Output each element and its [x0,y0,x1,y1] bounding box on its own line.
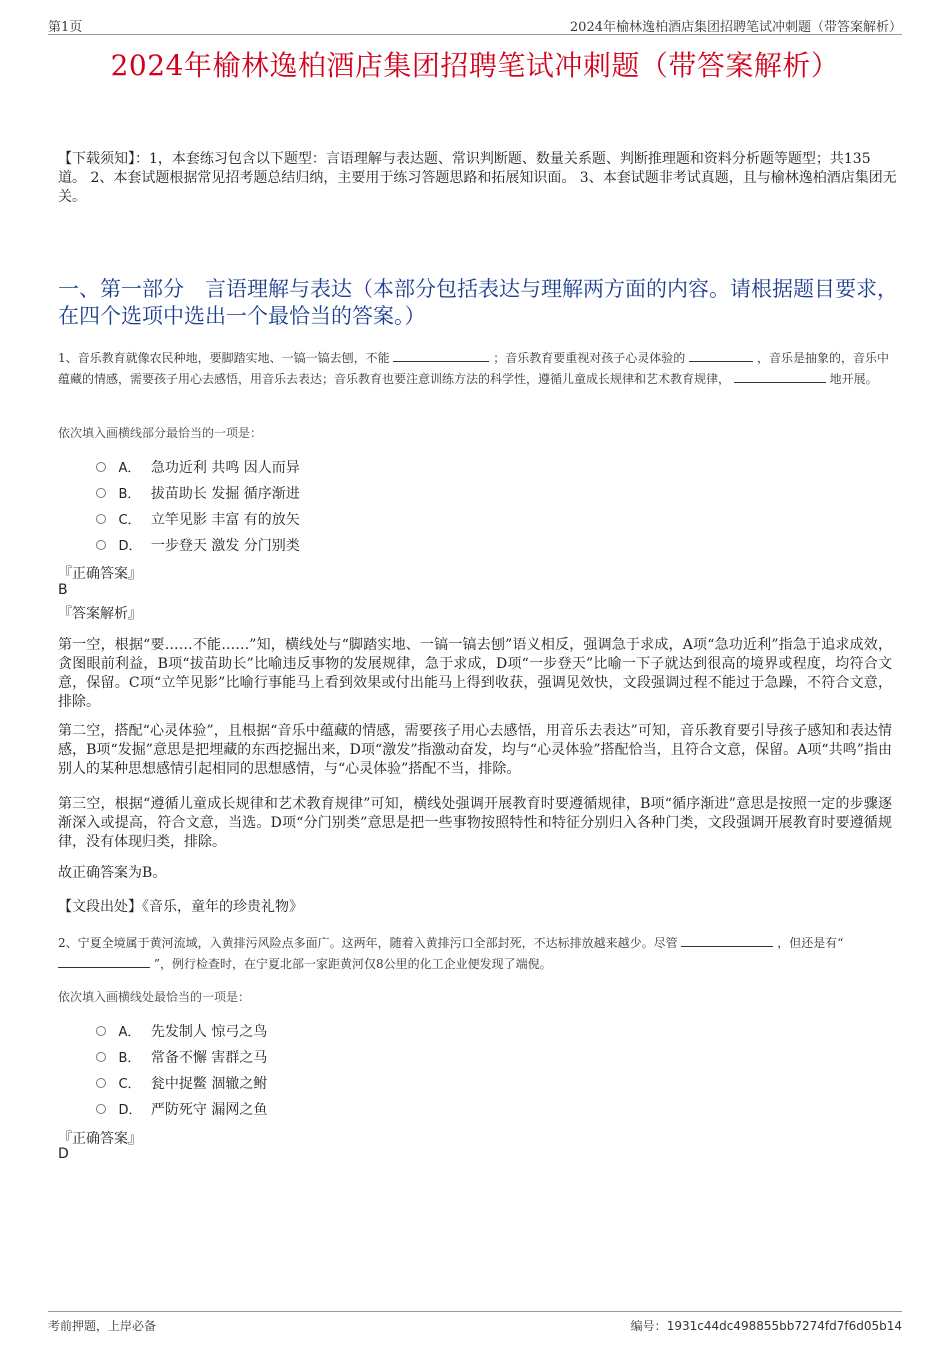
option-b[interactable]: B． 拔苗助长 发掘 循序渐进 [96,483,300,505]
blank-1 [393,347,489,362]
answer-value: D [58,1146,69,1162]
radio-icon[interactable] [96,1052,106,1062]
analysis-paragraph-3: 第三空，根据“遵循儿童成长规律和艺术教育规律”可知，横线处强调开展教育时要遵循规律，B项“循序渐进”意思是按照一定的步骤逐渐深入或提高，符合文意，当选。D项“分门别类”意思是把一些事物按照特性和特征分别归入各种门类，文段强调开展教育时要遵循规律，没有体现归类，排除。 [58,796,892,850]
document-code: 编号：1931c44dc498855bb7274fd7f6d05b14 [630,1319,902,1333]
radio-icon[interactable] [96,462,106,472]
question-2-stem: 2、宁夏全境属于黄河流域，入黄排污风险点多面广。这两年，随着入黄排污口全部封死，不达标排放越来越少。尽管 ，但还是有“ ”，例行检查时，在宁夏北部一家距黄河仅8公里的化工企业便发现了端倪。 [58,932,898,974]
analysis-paragraph-2: 第二空，搭配“心灵体验”，且根据“音乐中蕴藏的情感，需要孩子用心去感悟，用音乐去表达”可知，音乐教育要引导孩子感知和表达情感，B项“发掘”意思是把埋藏的东西挖掘出来，D项“激发”指激动奋发，均与“心灵体验”搭配恰当，且符合文意，保留。A项“共鸣”指由别人的某种思想感情引起相同的思想感情，与“心灵体验”搭配不当，排除。 [58,723,892,777]
question-1-prompt: 依次填入画横线部分最恰当的一项是： [58,426,263,440]
answer-label: 『正确答案』 [58,1131,142,1147]
download-notice: 【下载须知】：1，本套练习包含以下题型：言语理解与表达题、常识判断题、数量关系题、判断推理题和资料分析题等题型；共135道。 2、本套试题根据常见招考题总结归纳，主要用于练习答题思路和拓展知识面。 3、本套试题非考试真题，且与榆林逸柏酒店集团无关。 [58,151,897,205]
page-number: 第1页 [48,20,83,35]
answer-label: 『正确答案』 [58,566,142,582]
passage-source: 【文段出处】《音乐，童年的珍贵礼物》 [58,899,303,915]
blank-2 [689,347,753,362]
analysis-label: 『答案解析』 [58,606,142,622]
question-2-prompt: 依次填入画横线处最恰当的一项是： [58,990,251,1004]
radio-icon[interactable] [96,1026,106,1036]
option-c[interactable]: C． 立竿见影 丰富 有的放矢 [96,509,300,531]
page-footer [48,1311,902,1337]
radio-icon[interactable] [96,1104,106,1114]
footer-slogan: 考前押题，上岸必备 [48,1319,157,1333]
radio-icon[interactable] [96,1078,106,1088]
option-a[interactable]: A． 先发制人 惊弓之鸟 [96,1021,267,1043]
question-1-stem: 1、音乐教育就像农民种地，要脚踏实地、一镐一镐去刨，不能 ；音乐教育要重视对孩子心灵体验的 ，音乐是抽象的，音乐中蕴藏的情感，需要孩子用心去感悟，用音乐去表达；音乐教育也要注意训练方法的科学性，遵循儿童成长规律和艺术教育规律， 地开展。 [58,347,898,389]
document-title: 2024年榆林逸柏酒店集团招聘笔试冲刺题（带答案解析） [110,49,840,82]
option-b[interactable]: B． 常备不懈 害群之马 [96,1047,267,1069]
header-doc-title: 2024年榆林逸柏酒店集团招聘笔试冲刺题（带答案解析） [569,20,902,35]
option-d[interactable]: D． 严防死守 漏网之鱼 [96,1099,267,1121]
section-heading: 一、第一部分 言语理解与表达（本部分包括表达与理解两方面的内容。请根据题目要求，在四个选项中选出一个最恰当的答案。） [58,277,898,328]
option-c[interactable]: C． 瓮中捉鳖 涸辙之鲋 [96,1073,267,1095]
analysis-conclusion: 故正确答案为B。 [58,865,167,881]
page-header [48,14,902,35]
radio-icon[interactable] [96,514,106,524]
radio-icon[interactable] [96,488,106,498]
answer-value: B [58,582,68,598]
option-d[interactable]: D． 一步登天 激发 分门别类 [96,535,300,557]
blank-1 [681,932,773,947]
radio-icon[interactable] [96,540,106,550]
blank-3 [734,368,826,383]
option-a[interactable]: A． 急功近利 共鸣 因人而异 [96,457,300,479]
blank-2 [58,953,150,968]
analysis-paragraph-1: 第一空，根据“要……不能……”知，横线处与“脚踏实地、一镐一镐去刨”语义相反，强调急于求成，A项“急功近利”指急于追求成效，贪图眼前利益，B项“拔苗助长”比喻违反事物的发展规律，急于求成，D项“一步登天”比喻一下子就达到很高的境界或程度，均符合文意，保留。C项“立竿见影”比喻行事能马上看到效果或付出能马上得到收获，强调见效快，文段强调过程不能过于急躁，不符合文意，排除。 [58,637,892,710]
